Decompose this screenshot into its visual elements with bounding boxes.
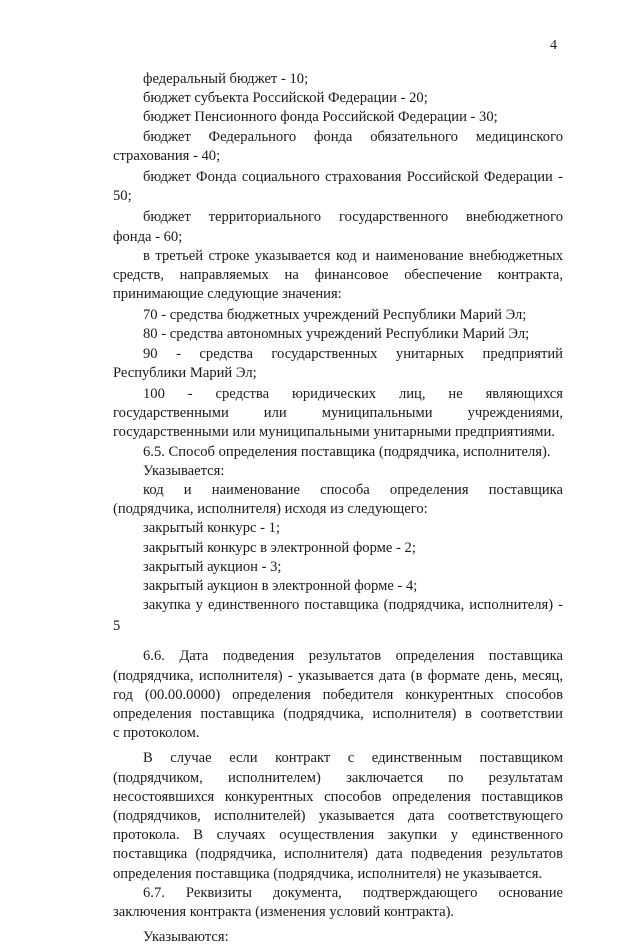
text-line: год (00.00.0000) определения победителя конкурентных способов [113, 686, 563, 703]
document-body [113, 70, 563, 947]
text-line: Республики Марий Эл; [113, 364, 257, 381]
text-line: государственными или муниципальными унитарными предприятиями. [113, 424, 555, 441]
text-line: 6.7. Реквизиты документа, подтверждающего основание [143, 884, 563, 901]
text-line: В случае если контракт с единственным поставщиком [143, 750, 563, 767]
text-line: заключения контракта (изменения условий контракта). [113, 903, 455, 920]
text-line: Указываются: [143, 929, 229, 946]
text-line: с протоколом. [113, 725, 200, 742]
text-line: (подрядчика, исполнителя) - указывается дата (в формате день, месяц, [113, 667, 563, 684]
text-line: государственными или муниципальными учреждениями, [113, 405, 563, 422]
text-line: закрытый аукцион в электронной форме - 4; [143, 577, 418, 594]
text-line: средств, направляемых на финансовое обеспечение контракта, [113, 266, 563, 283]
text-line: закупка у единственного поставщика (подрядчика, исполнителя) - [143, 597, 563, 614]
text-line: страхования - 40; [113, 147, 221, 164]
text-line: 50; [113, 188, 132, 205]
text-line: (подрядчика, исполнителя) исходя из следующего: [113, 501, 428, 518]
text-line: бюджет Фонда социального страхования Российской Федерации - [143, 168, 563, 185]
text-line: 6.6. Дата подведения результатов определения поставщика [143, 648, 563, 665]
text-line: 6.5. Способ определения поставщика (подрядчика, исполнителя). [143, 443, 551, 460]
text-line: протокола. В случаях осуществления закупки у единственного [113, 827, 563, 844]
text-line: 80 - средства автономных учреждений Республики Марий Эл; [143, 326, 530, 343]
text-line: закрытый аукцион - 3; [143, 558, 282, 575]
text-line: код и наименование способа определения поставщика [143, 481, 563, 498]
text-line: 70 - средства бюджетных учреждений Республики Марий Эл; [143, 307, 527, 324]
text-line: закрытый конкурс - 1; [143, 520, 280, 537]
text-line: бюджет Пенсионного фонда Российской Федерации - 30; [143, 109, 498, 126]
text-line: в третьей строке указывается код и наименование внебюджетных [143, 247, 563, 264]
text-line: определения поставщика (подрядчика, исполнителя) не указывается. [113, 865, 543, 882]
text-line: (подрядчиков, исполнителей) указывается дата соответствующего [113, 807, 563, 824]
text-line: закрытый конкурс в электронной форме - 2; [143, 539, 416, 556]
text-line: бюджет территориального государственного внебюджетного [143, 209, 563, 226]
text-line: Указывается: [143, 462, 225, 479]
text-line: определения поставщика (подрядчика, исполнителя) в соответствии [113, 706, 563, 722]
text-line: 90 - средства государственных унитарных предприятий [143, 345, 563, 362]
text-line: фонда - 60; [113, 228, 183, 245]
text-line: федеральный бюджет - 10; [143, 71, 309, 87]
text-line: принимающие следующие значения: [113, 286, 342, 303]
text-line: поставщика (подрядчика, исполнителя) дата подведения результатов [113, 846, 563, 863]
text-line: 100 - средства юридических лиц, не являющихся [143, 386, 563, 402]
text-line: бюджет Федерального фонда обязательного медицинского [143, 128, 563, 145]
page-number: 4 [550, 38, 557, 53]
text-line: (подрядчиком, исполнителем) заключается по результатам [113, 769, 563, 786]
text-line: несостоявшихся конкурентных способов определения поставщиков [113, 788, 563, 805]
text-line: 5 [113, 618, 121, 635]
text-line: бюджет субъекта Российской Федерации - 20; [143, 90, 428, 107]
